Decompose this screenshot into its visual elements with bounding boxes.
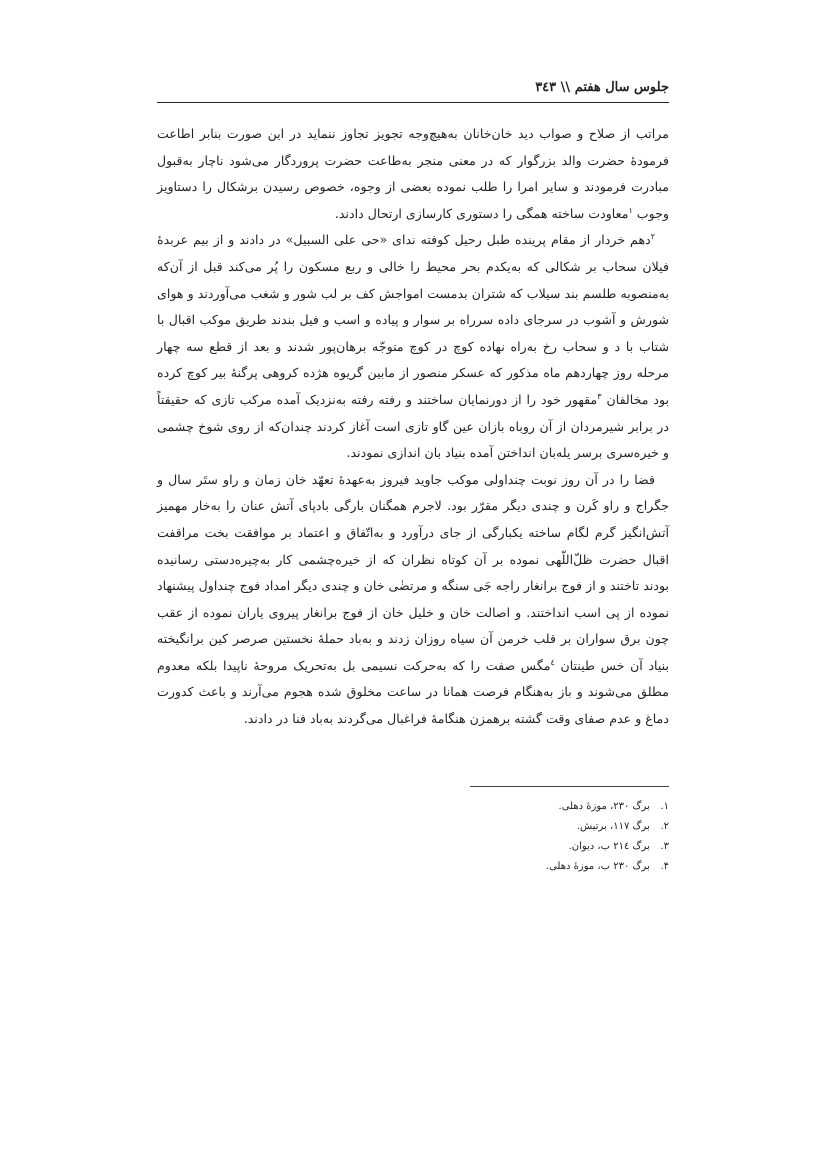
paragraph — [157, 227, 669, 466]
footnote-text: برگ ٢٣٠، موزۀ دهلی. — [558, 801, 650, 812]
footnote-item — [369, 857, 669, 877]
paragraph-text: مراتب از صلاح و صواب دید خان‌خانان به‌هیچ‌وجه تجویز تجاوز ننماید در این صورت بنابر اطاعت فرمودۀ حضرت والد بزرگوار که در معنی منجر به‌طاعت حضرت پروردگار می‌شود ناچار به‌قبول مبادرت فرمودند و سایر امرا را طلب نموده بعضی از وجوه، خصوص رسیدن برشکال را دستاویز وجوب — [157, 126, 669, 221]
footnote-marker: ٣ — [597, 391, 602, 401]
paragraph-text: معاودت ساخته همگی را دستوری کارسازی ارتحال دادند. — [334, 205, 629, 221]
paragraph-text: قضا را در آن روز نوبت چنداولی موکب جاوید فیروز به‌عهدۀ تعهّد خان زمان و راو ستَر سال و جگراج و راو کَرن و چندی دیگر مقرّر بود. لاجرم همگنان بارگی بادپای آتش عنان را به‌خار مهمیز آتش‌انگیز گرم لگام ساخته یکبارگی از جای درآورد و به‌اتّفاق و اعتماد بر موافقت بخت مراقفت اقبال حضرت ظلّ‌اللّهی نموده بر آن کوتاه نظران که از خیره‌چشمی کار به‌چیره‌دستی رسانیده بودند تاختند و از فوج برانغار راجه جَی سنگه و مرتضٰی خان و چندی دیگر امداد فوج چنداول پیشنهاد نموده از پی اسب انداختند. و اصالت خان و خلیل خان از فوج برانغار پیروی یاران نموده از عقب چون برق سواران بر قلب خرمن آن سیاه روزان زدند و به‌باد حملۀ نخستین صرصر کین برانگیخته بنیاد آن خس طینتان — [157, 471, 669, 673]
footnote-text: برگ ٢٣٠ ب، موزۀ دهلی. — [545, 861, 650, 872]
paragraph-text: دهم خردار از مقام پرینده طبل رحیل کوفته ندای «حی علی السبیل» در دادند و از بیم عربدۀ فیلان سحاب بر شکالی که به‌یکدم بحر محیط را خالی و ربع مسکون را پُر می‌کند قبل از آن‌که به‌منصوبه طلسم بند سیلاب که شتران بدمست امواجش کف بر لب شور و شغب می‌آوردند و هوای شورش و آشوب در سرجای داده سرراه بر سوار و پیاده و اسب و فیل بندند طریق موکب اقبال با شتاب با د و سحاب رخ به‌راه نهاده کوچ در کوچ متوجّه برهان‌پور شدند و بعد از قطع سه چهار مرحله روز چهاردهم ماه مذکور که عسکر منصور از مابین گریوه هژده کروهی پرگنۀ بیر کوچ کرده بود مخالفان — [157, 232, 669, 407]
footnote-number: ٢. — [660, 821, 669, 832]
footnote-text: برگ ٢١٤ ب، دیوان. — [568, 841, 650, 852]
footnotes-list — [369, 797, 669, 877]
footnote-item — [369, 837, 669, 857]
paragraph — [157, 121, 669, 227]
footnote-divider — [470, 786, 669, 787]
paragraph — [157, 467, 669, 733]
footnote-item — [369, 797, 669, 817]
body-text — [157, 121, 669, 733]
paragraph-text: مقهور خود را از دورنمایان ساختند و رفته رفته به‌نزدیک آمده مرکب تازی که حقیقتاً در برابر شیرمردان از آن روباه بازان عین گاو تازی است آغاز کردند چندان‌که از روی شوخ چشمی و خیره‌سری برسر یله‌بان انداختن آمده بنیاد بان اندازی نمودند. — [157, 391, 669, 461]
running-title: جلوس سال هفتم \\ ٣٤٣ — [535, 80, 669, 95]
footnote-item — [369, 817, 669, 837]
footnote-text: برگ ١١٧، برتیش. — [576, 821, 650, 832]
footnote-marker: ٤ — [550, 657, 555, 667]
paragraph-text: مگس صفت را که به‌حرکت نسیمی بل به‌تحریک مروحۀ ناپیدا بلکه معدوم مطلق می‌شوند و باز به‌هنگام فرصت همانا در ساعت مخلوق شده هجوم می‌آرند و باعث کدورت دماغ و عدم صفای وقت گشته برهمزن هنگامۀ فراغبال می‌گردند به‌باد فنا در دادند. — [157, 657, 669, 727]
page-header — [157, 78, 669, 103]
footnote-number: ١. — [660, 801, 669, 812]
footnote-marker: ٢ — [650, 232, 655, 242]
footnote-number: ۴. — [660, 861, 669, 872]
footnote-number: ٣. — [660, 841, 669, 852]
footnote-marker: ١ — [628, 205, 633, 215]
